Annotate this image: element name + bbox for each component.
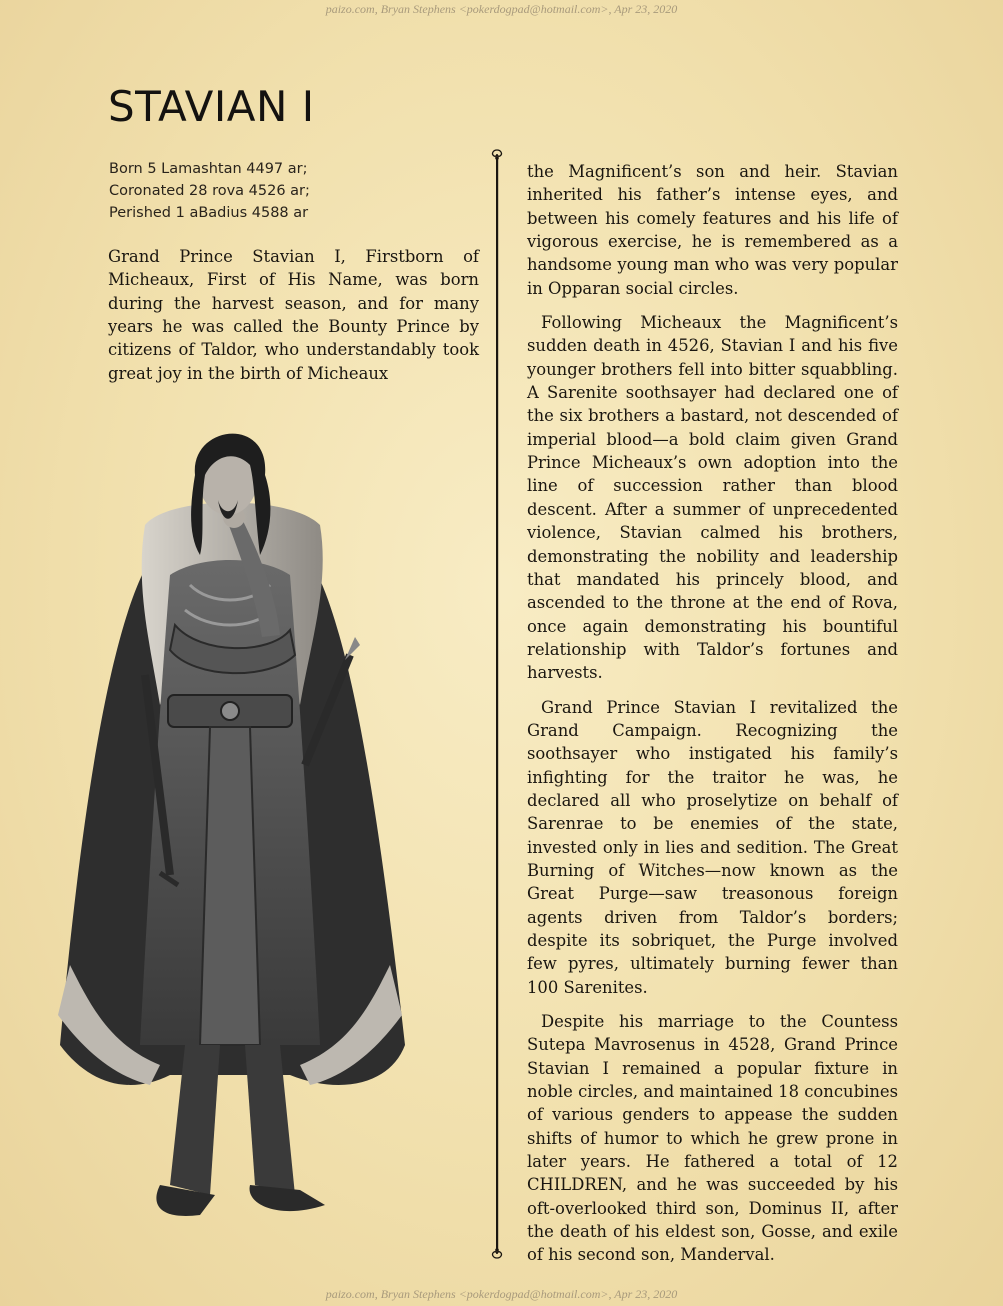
dates-block: [109, 158, 479, 224]
perished-date: Perished 1 aBadius 4588 ar: [109, 205, 309, 221]
coronated-date: Coronated 28 rova 4526 ar;: [109, 183, 310, 199]
left-column: [108, 245, 479, 396]
right-column: [527, 160, 898, 1278]
column-divider-ornament: [490, 148, 504, 1260]
watermark-bottom: paizo.com, Bryan Stephens <pokerdogpad@hotmail.com>, Apr 23, 2020: [325, 1287, 678, 1301]
born-date: Born 5 Lamashtan 4497 ar;: [109, 161, 308, 177]
paragraph-grand-campaign: Grand Prince Stavian I revitalized the Grand Campaign. Recognizing the soothsayer who instigated his family’s infighting for the traitor he was, he declared all who proselytize on behalf of Sarenrae to be enemies of the state, invested only in lies and sedition. The Great Burning of Witches—now known as the Great Purge—saw treasonous foreign agents driven from Taldor’s borders; despite its sobriquet, the Purge involved few pyres, ultimately burning fewer than 100 Sarenites.: [527, 697, 898, 997]
paragraph-marriage: Despite his marriage to the Countess Sutepa Mavrosenus in 4528, Grand Prince Stavian I remained a popular fixture in noble circles, and maintained 18 concubines of various genders to appease the sudden shifts of humor to which he grew prone in later years. He fathered a total of 12 CHILDREN, and he was succeeded by his oft-overlooked third son, Dominus II, after the death of his eldest son, Gosse, and exile of his second son, Manderval.: [527, 1012, 898, 1265]
watermark-top: paizo.com, Bryan Stephens <pokerdogpad@hotmail.com>, Apr 23, 2020: [325, 2, 678, 16]
paragraph-intro: Grand Prince Stavian I, Firstborn of Micheaux, First of His Name, was born during the harvest season, and for many years he was called the Bounty Prince by citizens of Taldor, who understandably took great joy in the birth of Micheaux: [108, 247, 479, 383]
stavian-portrait-illustration: [50, 405, 410, 1265]
page-title: STAVIAN I: [108, 82, 315, 131]
paragraph-intro-continued: the Magnificent’s son and heir. Stavian inherited his father’s intense eyes, and between his comely features and his life of vigorous exercise, he is remembered as a handsome young man who was very popular in Opparan social circles.: [527, 162, 898, 298]
paragraph-succession: Following Micheaux the Magnificent’s sudden death in 4526, Stavian I and his five younger brothers fell into bitter squabbling. A Sarenite soothsayer had declared one of the six brothers a bastard, not descended of imperial blood—a bold claim given Grand Prince Micheaux’s own adoption into the line of succession rather than blood descent. After a summer of unprecedented violence, Stavian calmed his brothers, demonstrating the nobility and leadership that mandated his princely blood, and ascended to the throne at the end of Rova, once again demonstrating his bountiful relationship with Taldor’s fortunes and harvests.: [527, 313, 898, 683]
